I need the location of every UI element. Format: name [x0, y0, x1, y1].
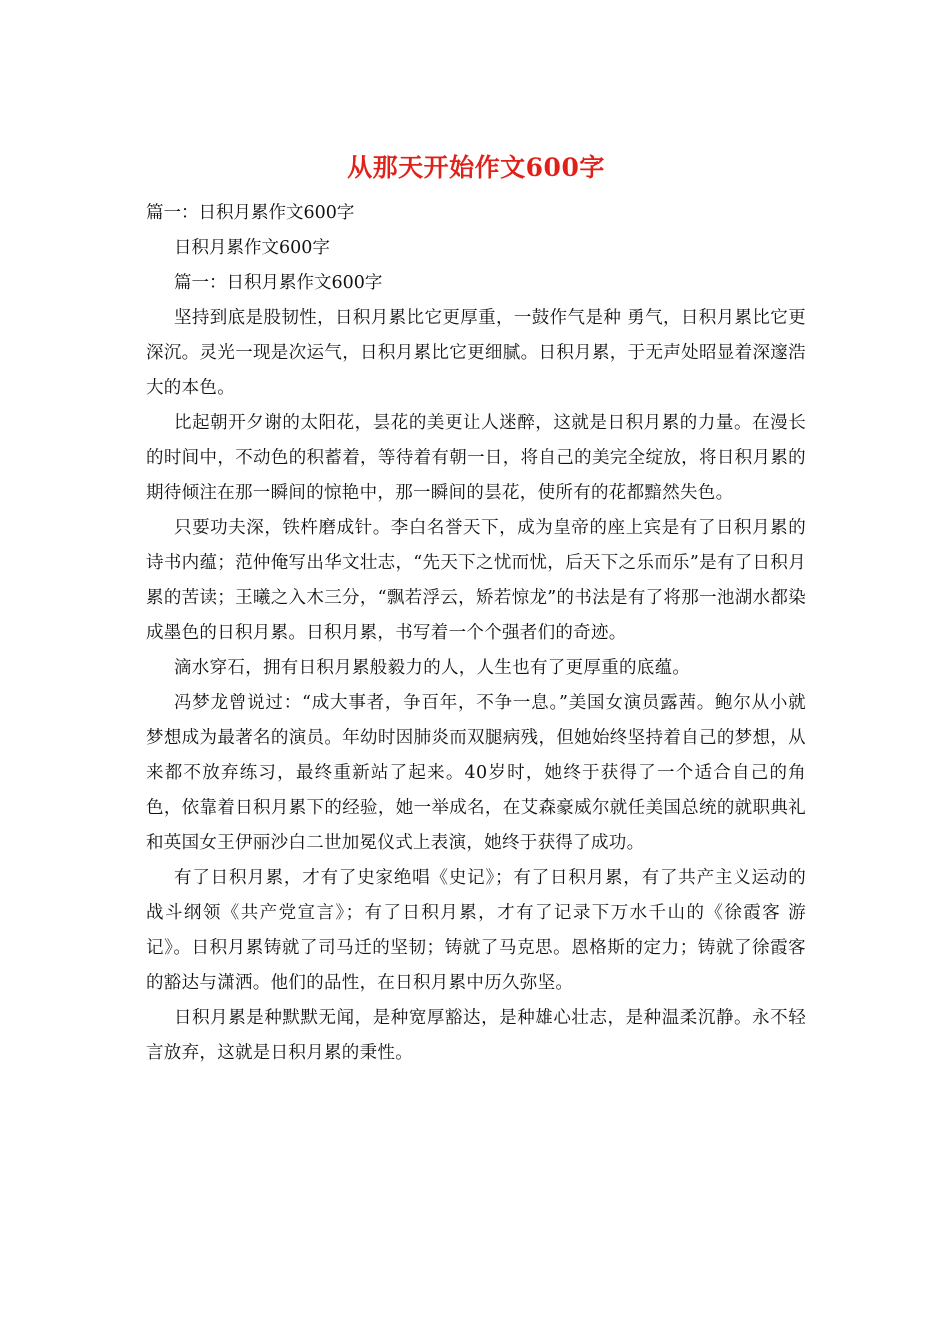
section-heading-3: 篇一：日积月累作文600字	[174, 273, 383, 293]
section-heading-2: 日积月累作文600字	[174, 238, 330, 258]
paragraph-1: 坚持到底是股韧性，日积月累比它更厚重，一鼓作气是种 勇气，日积月累比它更深沉。灵光一现是次运气，日积月累比它更细腻。日积月累，于无声处昭显着深邃浩大的本色。	[146, 308, 806, 398]
paragraph-7: 日积月累是种默默无闻，是种宽厚豁达，是种雄心壮志，是种温柔沉静。永不轻言放弃，这就是日积月累的秉性。	[146, 1008, 806, 1063]
document-title: 从那天开始作文600字	[347, 153, 605, 182]
paragraph-3: 只要功夫深，铁杵磨成针。李白名誉天下，成为皇帝的座上宾是有了日积月累的诗书内蕴；范仲俺写出华文壮志，“先天下之忧而忧，后天下之乐而乐”是有了日积月累的苦读；王曦之入木三分，“飘若浮云，矫若惊龙”的书法是有了将那一池湖水都染成墨色的日积月累。日积月累，书写着一个个强者们的奇迹。	[146, 518, 806, 643]
document-page	[146, 150, 806, 1071]
paragraph-5: 冯梦龙曾说过：“成大事者，争百年，不争一息。”美国女演员露茜。鲍尔从小就梦想成为最著名的演员。年幼时因肺炎而双腿病残，但她始终坚持着自己的梦想，从来都不放弃练习，最终重新站了起来。40岁时，她终于获得了一个适合自己的角色，依靠着日积月累下的经验，她一举成名，在艾森豪威尔就任美国总统的就职典礼和英国女王伊丽沙白二世加冕仪式上表演，她终于获得了成功。	[146, 693, 806, 853]
section-heading-1: 篇一：日积月累作文600字	[146, 203, 355, 223]
paragraph-6: 有了日积月累，才有了史家绝唱《史记》；有了日积月累，有了共产主义运动的战斗纲领《共产党宣言》；有了日积月累，才有了记录下万水千山的《徐霞客 游记》。日积月累铸就了司马迁的坚韧；铸就了马克思。恩格斯的定力；铸就了徐霞客的豁达与潇洒。他们的品性，在日积月累中历久弥坚。	[146, 868, 806, 993]
paragraph-4: 滴水穿石，拥有日积月累般毅力的人，人生也有了更厚重的底蕴。	[174, 658, 691, 678]
paragraph-2: 比起朝开夕谢的太阳花，昙花的美更让人迷醉，这就是日积月累的力量。在漫长的时间中，不动色的积蓄着，等待着有朝一日，将自己的美完全绽放，将日积月累的期待倾注在那一瞬间的惊艳中，那一瞬间的昙花，使所有的花都黯然失色。	[146, 413, 806, 503]
